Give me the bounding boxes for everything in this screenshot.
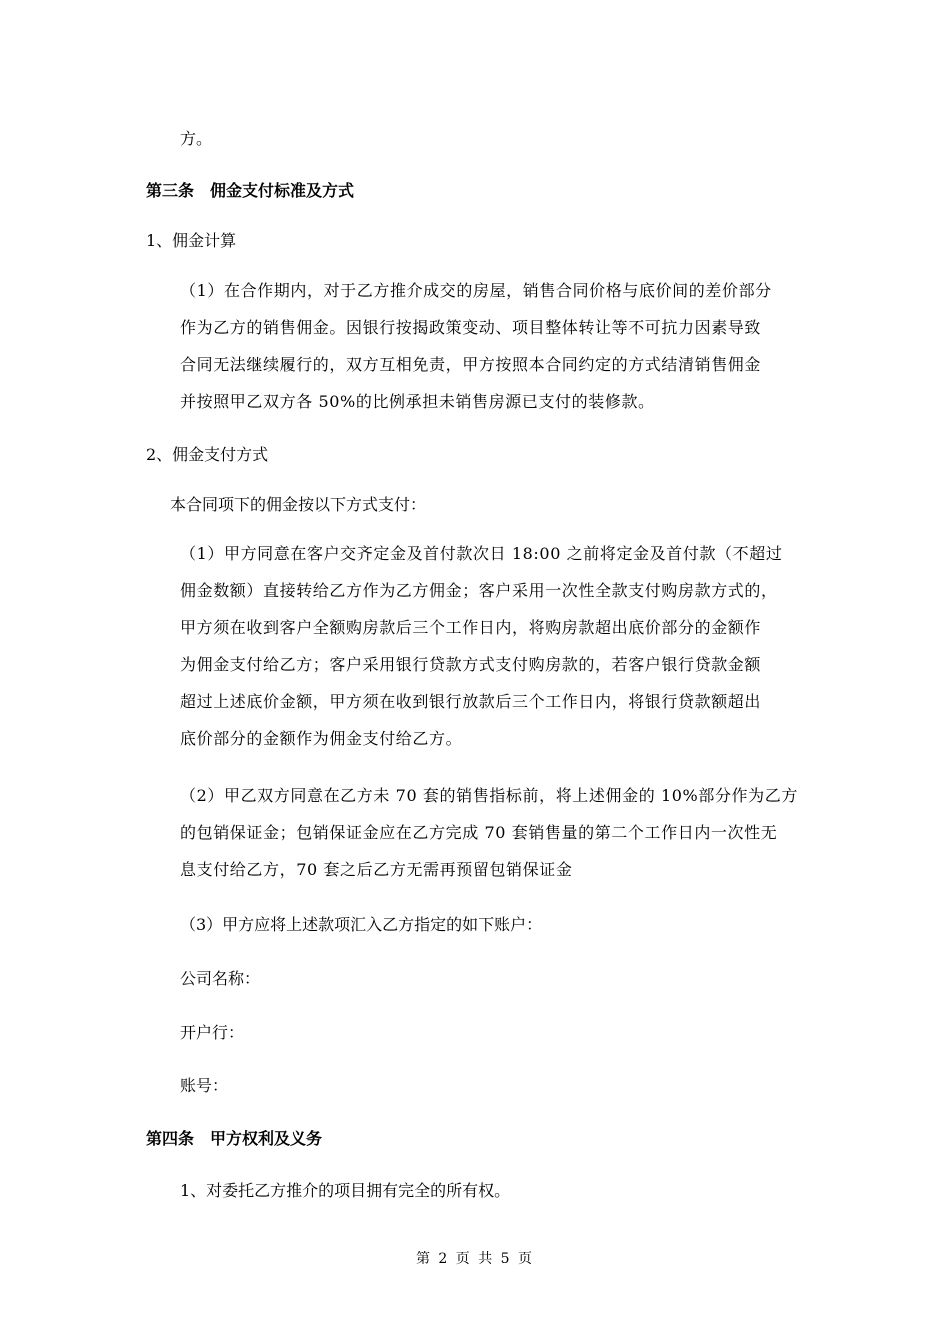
account-bank-label: 开户行： <box>180 1023 245 1042</box>
text-line: （1）在合作期内，对于乙方推介成交的房屋，销售合同价格与底价间的差价部分 <box>180 281 772 300</box>
continuation-text: 方。 <box>180 129 213 148</box>
section-2-title: 2、佣金支付方式 <box>146 445 269 464</box>
text-line: （2）甲乙双方同意在乙方未 70 套的销售指标前，将上述佣金的 10%部分作为乙方 <box>180 786 798 805</box>
text-line: 合同无法继续履行的，双方互相免责，甲方按照本合同约定的方式结清销售佣金 <box>180 355 762 374</box>
article-4-heading: 第四条 甲方权利及义务 <box>146 1129 323 1148</box>
article-4-item-1: 1、对委托乙方推介的项目拥有完全的所有权。 <box>180 1181 511 1200</box>
text-line: 佣金数额）直接转给乙方作为乙方佣金；客户采用一次性全款支付购房款方式的， <box>180 581 778 600</box>
section-2-paragraph-1 <box>180 543 782 765</box>
page-number-footer: 第 2 页 共 5 页 <box>415 1251 535 1267</box>
text-line: 息支付给乙方，70 套之后乙方无需再预留包销保证金 <box>180 860 573 879</box>
section-2-paragraph-2 <box>180 785 798 896</box>
text-line: 超过上述底价金额，甲方须在收到银行放款后三个工作日内，将银行贷款额超出 <box>180 692 762 711</box>
text-line: 为佣金支付给乙方；客户采用银行贷款方式支付购房款的，若客户银行贷款金额 <box>180 655 762 674</box>
text-line: 作为乙方的销售佣金。因银行按揭政策变动、项目整体转让等不可抗力因素导致 <box>180 318 762 337</box>
text-line: 底价部分的金额作为佣金支付给乙方。 <box>180 729 463 748</box>
text-line: 的包销保证金；包销保证金应在乙方完成 70 套销售量的第二个工作日内一次性无 <box>180 823 778 842</box>
article-3-heading: 第三条 佣金支付标准及方式 <box>146 181 355 200</box>
text-line: 并按照甲乙双方各 50%的比例承担未销售房源已支付的装修款。 <box>180 392 655 411</box>
section-1-paragraph-1 <box>180 280 772 428</box>
section-2-intro: 本合同项下的佣金按以下方式支付： <box>170 495 427 514</box>
text-line: （1）甲方同意在客户交齐定金及首付款次日 18:00 之前将定金及首付款（不超过 <box>180 544 783 563</box>
text-line: 甲方须在收到客户全额购房款后三个工作日内，将购房款超出底价部分的金额作 <box>180 618 762 637</box>
section-1-title: 1、佣金计算 <box>146 231 237 250</box>
account-company-label: 公司名称： <box>180 969 261 988</box>
section-2-paragraph-3: （3）甲方应将上述款项汇入乙方指定的如下账户： <box>180 915 543 934</box>
account-number-label: 账号： <box>180 1076 229 1095</box>
